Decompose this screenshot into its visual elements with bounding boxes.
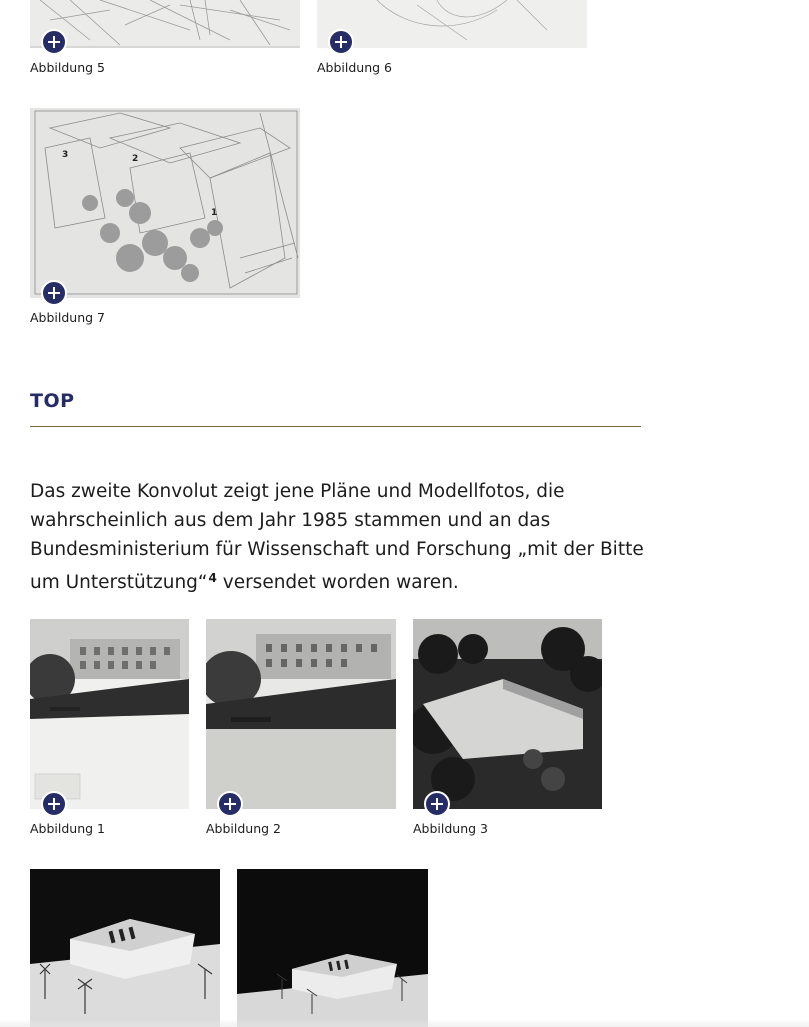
section-heading: TOP [30, 390, 75, 412]
footnote-reference[interactable]: 4 [208, 571, 217, 585]
figure-5-caption: Abbildung 5 [30, 60, 106, 75]
expand-figure-1-plus-icon[interactable] [41, 791, 67, 817]
bottom-fade [0, 1019, 809, 1027]
section-divider [30, 426, 641, 427]
figure-7-image[interactable] [30, 108, 300, 298]
figure-2-image[interactable] [206, 619, 396, 809]
figure-1-caption: Abbildung 1 [30, 821, 106, 836]
figure-model-2-image[interactable] [237, 869, 428, 1027]
figure-1-image[interactable] [30, 619, 189, 809]
expand-figure-5-plus-icon[interactable] [41, 29, 67, 55]
figure-7-caption: Abbildung 7 [30, 310, 106, 325]
figure-6-caption: Abbildung 6 [317, 60, 393, 75]
figure-2-caption: Abbildung 2 [206, 821, 282, 836]
svg-text:2: 2 [132, 154, 139, 164]
expand-figure-3-plus-icon[interactable] [424, 791, 450, 817]
expand-figure-6-plus-icon[interactable] [328, 29, 354, 55]
figure-model-1-image[interactable] [30, 869, 220, 1027]
body-paragraph [30, 477, 645, 597]
expand-figure-2-plus-icon[interactable] [217, 791, 243, 817]
figure-3-caption: Abbildung 3 [413, 821, 489, 836]
paragraph-text: Das zweite Konvolut zeigt jene Pläne und Modellfotos, die wahrscheinlich aus dem Jahr 1985 stammen und an das Bundesministerium für Wissenschaft und Forschung „mit der Bitte um Unterstützung“ [30, 481, 644, 593]
paragraph-text-end: versendet worden waren. [216, 572, 459, 593]
figure-5-image[interactable] [30, 0, 300, 48]
figure-3-image[interactable] [413, 619, 602, 809]
expand-figure-7-plus-icon[interactable] [41, 280, 67, 306]
svg-text:1: 1 [211, 208, 218, 218]
svg-text:3: 3 [62, 150, 69, 160]
figure-6-image[interactable] [317, 0, 587, 48]
